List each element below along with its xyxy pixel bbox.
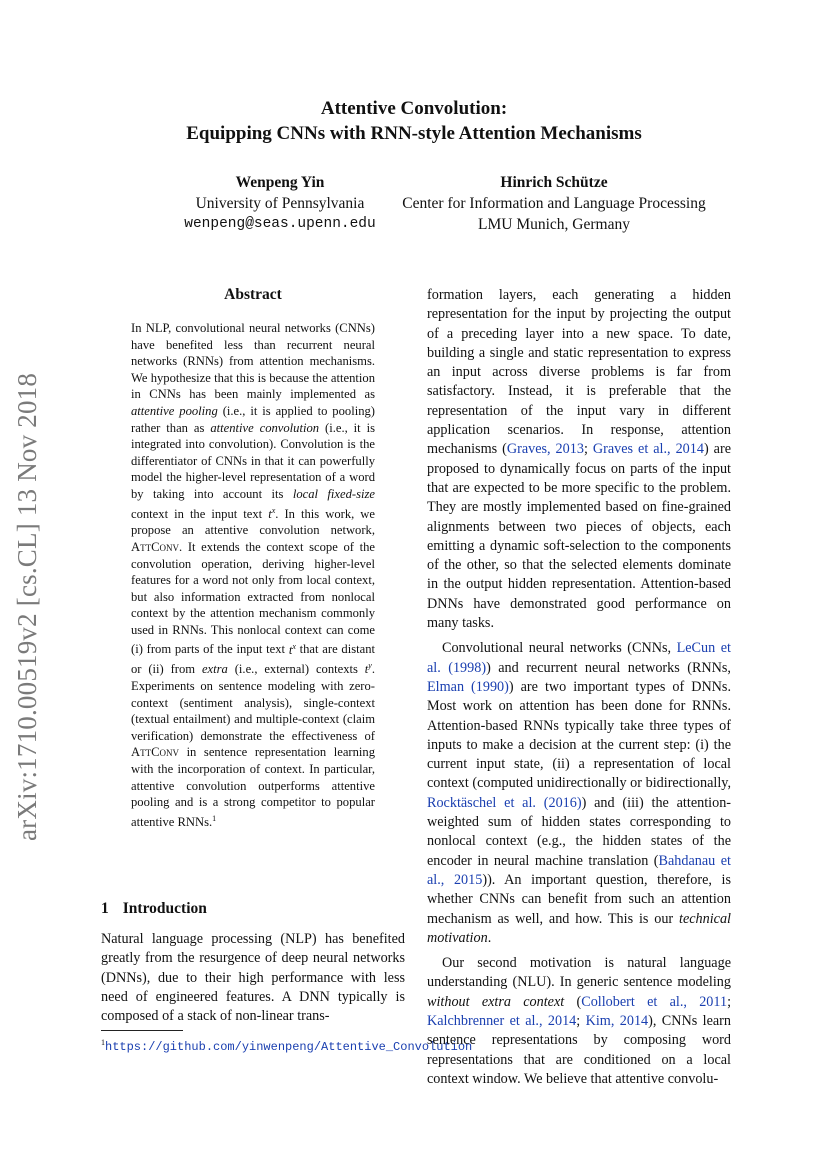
body-text: Convolutional neural networks (CNNs, xyxy=(442,640,677,657)
body-text: ), CNNs learn sentence representations by composing word representations that are conditioned on a local context window. We believe that attentive convolu- xyxy=(427,1012,731,1087)
footnote-mark[interactable]: 1 xyxy=(212,813,217,823)
intro-left-column: Natural language processing (NLP) has benefited greatly from the resurgence of deep neural networks (DNNs), due to their high performance with less need of engineered features. A DNN typically is composed of a stack of non-linear trans- xyxy=(101,931,405,1025)
paragraph xyxy=(427,954,731,1089)
body-text: ) are proposed to dynamically focus on parts of the input that are expected to be more specific to the problem. They are mostly implemented based on fine-grained alignments between two pieces of objects, each emitting a dynamic soft-selection to the components of the other, so that the selected elements dominate in the output hidden representation. Attention-based DNNs have demonstrated good performance on many tasks. xyxy=(427,441,731,632)
citation-link[interactable]: Kim, 2014 xyxy=(585,1012,649,1029)
section-number: 1 xyxy=(101,900,109,917)
body-emph: without extra context xyxy=(427,993,565,1010)
body-text: ; xyxy=(576,1012,586,1029)
author-name: Wenpeng Yin xyxy=(235,174,325,191)
model-name: AttConv xyxy=(131,745,179,760)
right-column xyxy=(427,286,731,1095)
abstract-emph: attentive pooling xyxy=(131,403,218,418)
body-text: ) and (iii) the attention-weighted sum of hidden states corresponding to nonlocal context (e.g., the hidden states of the encoder in neural machine translation ( xyxy=(427,794,732,869)
author-affiliation: Center for Information and Language Processing xyxy=(402,195,706,212)
math-var: t xyxy=(288,642,293,657)
math-var: t xyxy=(364,662,369,677)
paragraph xyxy=(427,286,731,633)
body-text: ( xyxy=(564,993,582,1010)
body-emph: technical motivation xyxy=(427,910,731,946)
abstract-emph: local fixed-size xyxy=(292,486,375,501)
abstract-text: . In this work, we propose an attentive convolution network, xyxy=(131,506,375,538)
author-location: LMU Munich, Germany xyxy=(478,216,630,233)
abstract-text: (i.e., it is applied to pooling) rather than as xyxy=(131,403,375,435)
abstract-text: (i.e., it is integrated into convolution). Convolution is the differentiator of CNNs in that it can powerfully model the higher-level representation of a word by taking into account its xyxy=(131,420,375,501)
citation-link[interactable]: Graves, 2013 xyxy=(506,441,584,458)
body-text: ) and recurrent neural networks (RNNs, xyxy=(486,659,731,676)
section-title: Introduction xyxy=(122,900,207,917)
math-ty xyxy=(365,662,372,676)
abstract-heading: Abstract xyxy=(224,286,282,303)
abstract-text: (i.e., external) contexts xyxy=(234,662,358,677)
author-affiliation: University of Pennsylvania xyxy=(195,195,365,212)
body-text: ; xyxy=(583,441,593,458)
abstract-text: in sentence representation learning with the incorporation of context. In particular, attentive convolution outperforms attentive pooling and is a strong competitor to popular attentive RNNs. xyxy=(131,745,375,829)
body-text: Our second motivation is natural language understanding (NLU). In generic sentence modeling xyxy=(427,955,731,991)
paragraph xyxy=(427,639,731,948)
footnote-divider xyxy=(101,1030,183,1031)
author-2 xyxy=(386,172,722,235)
arxiv-stamp: arXiv:1710.00519v2 [cs.CL] 13 Nov 2018 xyxy=(12,372,42,842)
abstract-text: that are distant or (ii) from xyxy=(131,642,375,677)
abstract-text: context in the input text xyxy=(131,506,263,521)
abstract-emph: attentive convolution xyxy=(210,420,320,435)
body-text: ; xyxy=(727,993,732,1010)
math-sup: y xyxy=(368,661,372,671)
author-name: Hinrich Schütze xyxy=(500,174,608,191)
author-email[interactable]: wenpeng@seas.upenn.edu xyxy=(184,216,376,232)
footnote-link[interactable]: https://github.com/yinwenpeng/Attentive_Convolution xyxy=(105,1040,473,1054)
body-text: . xyxy=(487,929,492,946)
abstract-body xyxy=(131,320,375,831)
model-name: AttConv xyxy=(131,539,179,554)
footnote-number: 1 xyxy=(101,1038,105,1047)
citation-link[interactable]: Kalchbrenner et al., 2014 xyxy=(427,1012,577,1029)
abstract-text: . Experiments on sentence modeling with zero-context (sentiment analysis), single-context (textual entailment) and multiple-context (claim verification) demonstrate the effectiveness of xyxy=(131,662,376,743)
citation-link[interactable]: LeCun et al. (1998) xyxy=(427,640,731,676)
math-sup: x xyxy=(271,505,276,515)
body-text: ) are two important types of DNNs. Most work on attention has been done for RNNs. Attention-based RNNs typically take three types of inputs to make a decision at the current step: (i) the current input state, (ii) a representation of local context (computed unidirectionally or bidirectionally, xyxy=(427,678,732,792)
citation-link[interactable]: Collobert et al., 2011 xyxy=(581,993,728,1010)
citation-link[interactable]: Rocktäschel et al. (2016) xyxy=(427,794,582,811)
math-var: t xyxy=(268,506,272,521)
abstract-emph: extra xyxy=(201,662,228,677)
abstract-text: In NLP, convolutional neural networks (CNNs) have benefited less than recurrent neural networks (RNNs) from attention mechanisms. We hypothesize that this is because the attention in CNNs has been mainly implemented as xyxy=(131,321,375,402)
math-tx xyxy=(289,643,296,657)
footnote xyxy=(101,1035,473,1055)
citation-link[interactable]: Graves et al., 2014 xyxy=(592,441,704,458)
body-text: formation layers, each generating a hidden representation for the input by projecting the output of a preceding layer into a new space. To date, building a single and static representation to express an input across diverse problems is far from satisfactory. Instead, it is preferable that the representation of the input vary in different application scenarios. In response, attention mechanisms ( xyxy=(427,287,731,458)
body-text: )). An important question, therefore, is whether CNNs can benefit from such an attention mechanism as well, and how. This is our xyxy=(427,871,731,927)
section-heading-introduction xyxy=(101,900,207,918)
citation-link[interactable]: Elman (1990) xyxy=(427,678,509,695)
abstract-text: . It extends the context scope of the convolution operation, deriving higher-level features for a word not only from local context, but also information extracted from nonlocal context by the attention mechanism commonly used in RNNs. This nonlocal context can come (i) from parts of the input text xyxy=(131,539,375,657)
paper-title-line2: Equipping CNNs with RNN-style Attention Mechanisms xyxy=(186,123,642,144)
citation-link[interactable]: Bahdanau et al., 2015 xyxy=(427,852,731,888)
paper-title-line1: Attentive Convolution: xyxy=(320,98,508,119)
math-sup: x xyxy=(292,641,296,651)
author-1 xyxy=(160,172,400,235)
